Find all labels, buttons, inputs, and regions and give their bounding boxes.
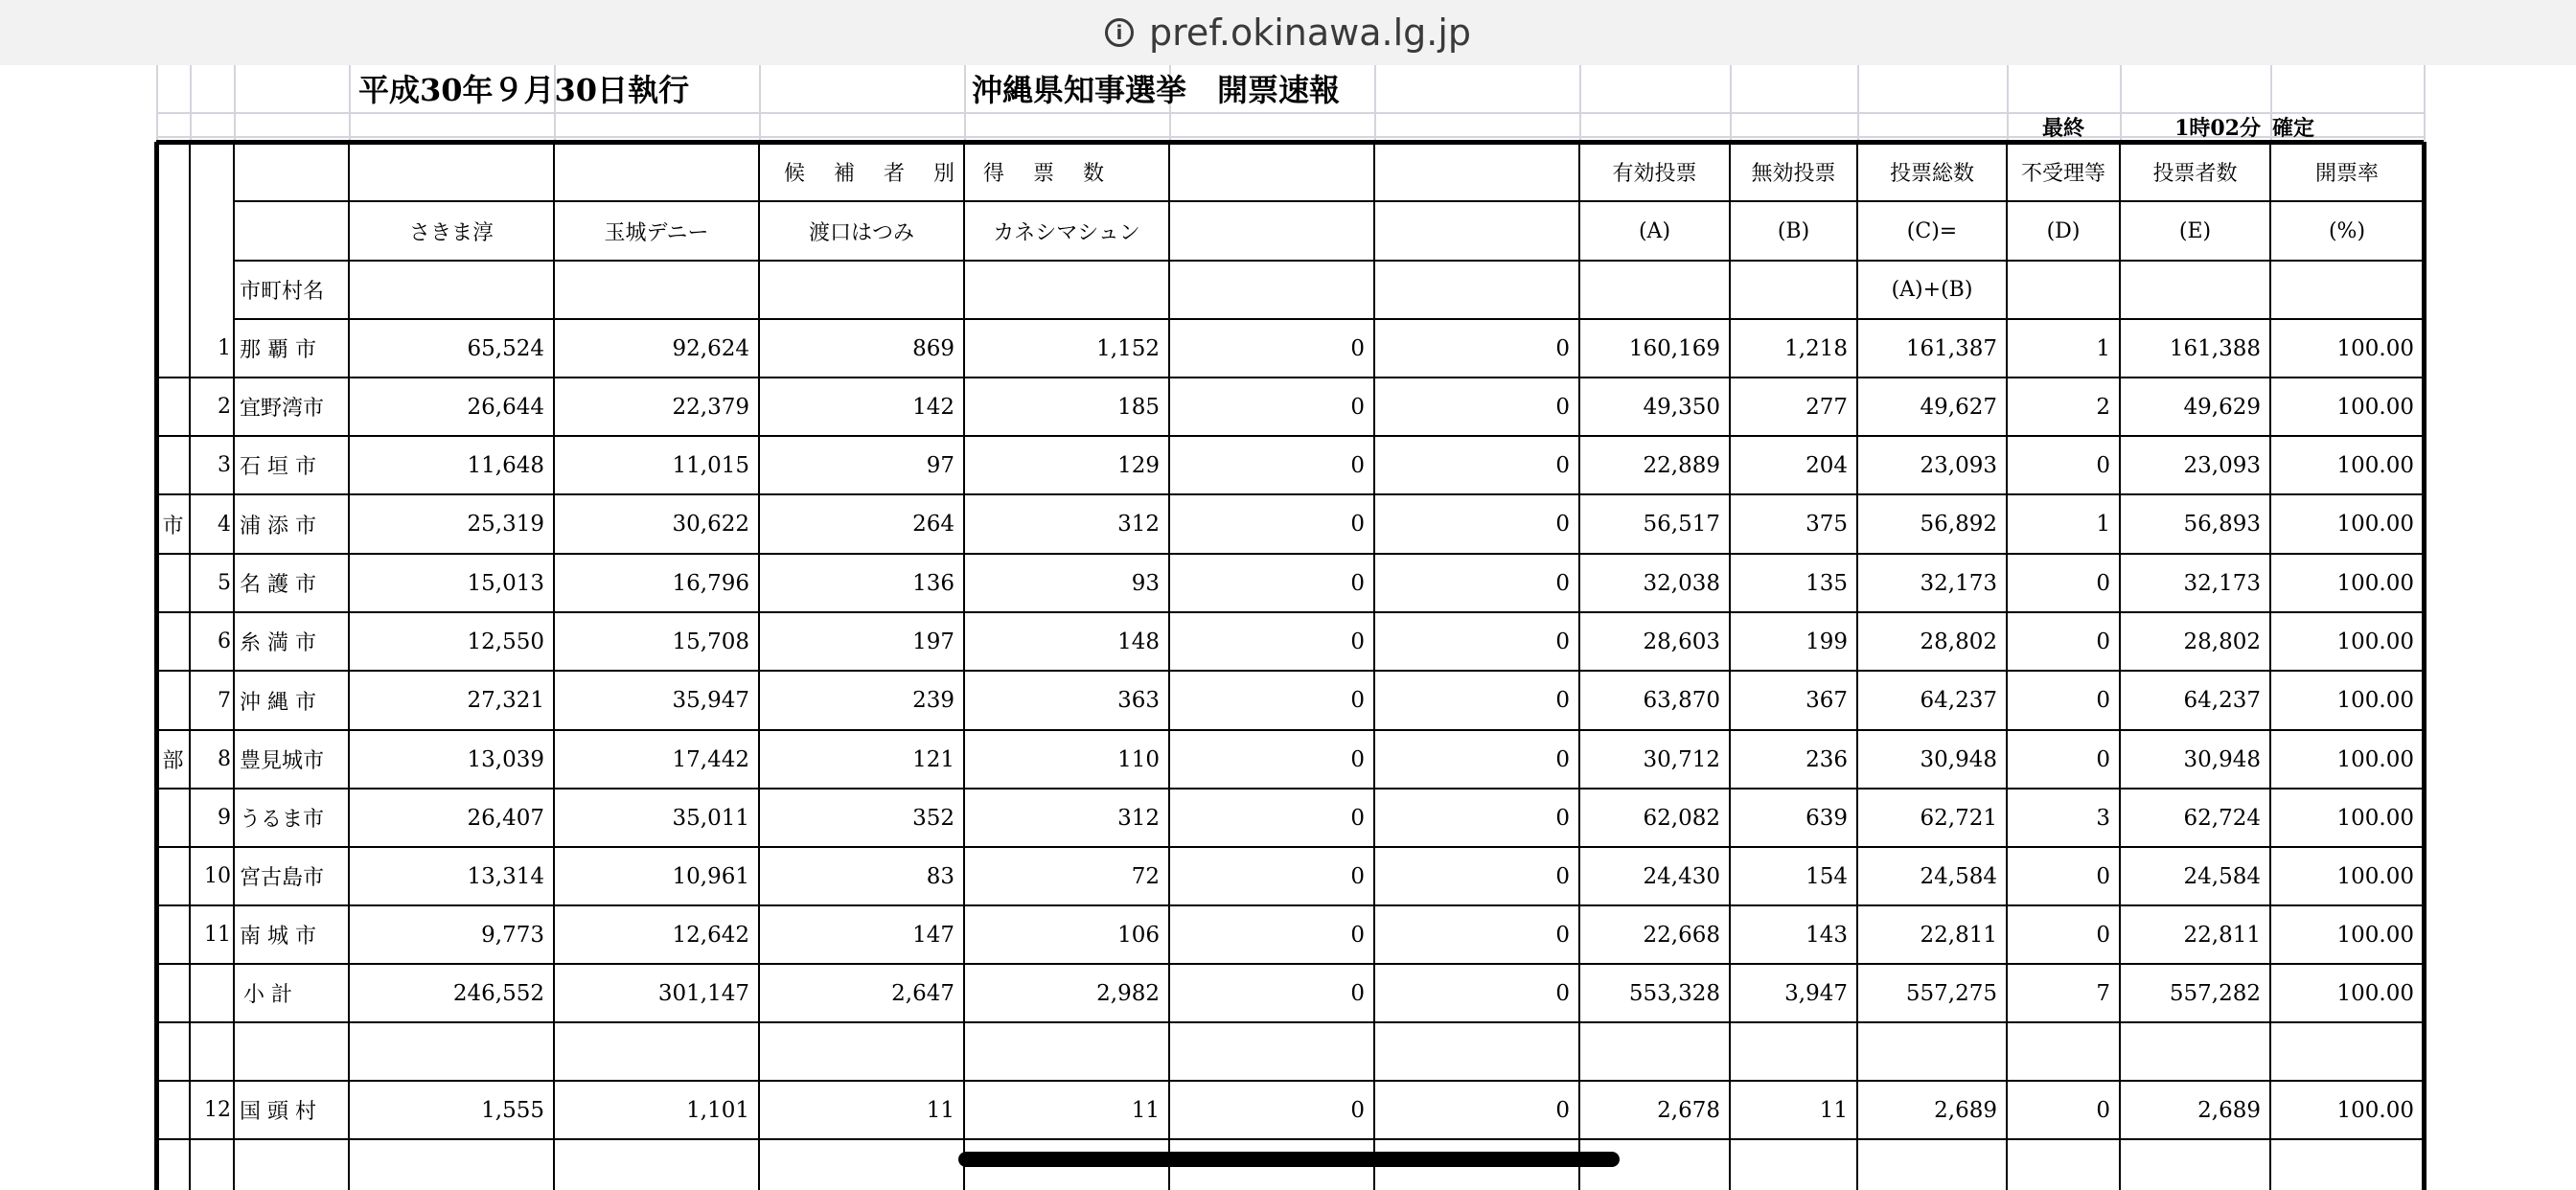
candidate-name-4: カネシマシュン xyxy=(993,220,1140,245)
value-cell: 0 xyxy=(1555,863,1570,889)
stat-header-code-2: (B) xyxy=(1777,218,1810,243)
value-cell: 100.00 xyxy=(2336,452,2414,478)
row-number: 5 xyxy=(218,571,231,595)
grid-vline-faint xyxy=(1730,65,1732,142)
stat-header-name-2: 無効投票 xyxy=(1751,161,1836,186)
value-cell: 0 xyxy=(1350,452,1365,478)
value-cell: 0 xyxy=(1350,863,1365,889)
value-cell: 0 xyxy=(1555,805,1570,831)
value-cell: 367 xyxy=(1806,688,1848,713)
value-cell: 30,948 xyxy=(1920,746,1997,772)
value-cell: 0 xyxy=(1555,688,1570,713)
election-date: 平成30年９月30日執行 xyxy=(358,71,690,108)
value-cell: 160,169 xyxy=(1628,335,1720,361)
value-cell: 110 xyxy=(1117,746,1160,772)
subtotal-value: 301,147 xyxy=(657,980,749,1006)
stat-header-name-6: 開票率 xyxy=(2314,161,2379,186)
value-cell: 352 xyxy=(912,805,954,831)
stat-header-name-1: 有効投票 xyxy=(1612,161,1697,186)
value-cell: 28,802 xyxy=(1920,629,1997,654)
candidate-name-3: 渡口はつみ xyxy=(808,220,914,245)
value-cell: 100.00 xyxy=(2336,394,2414,420)
value-cell: 0 xyxy=(1555,570,1570,596)
municipality-name: 糸 満 市 xyxy=(240,631,316,655)
subtotal-value: 246,552 xyxy=(452,980,544,1006)
stat-header-code-3: (C)= xyxy=(1906,218,1958,243)
value-cell: 11,015 xyxy=(672,452,749,478)
value-cell: 11 xyxy=(926,1097,954,1123)
value-cell: 30,622 xyxy=(672,512,749,537)
subtotal-value: 2,647 xyxy=(891,980,954,1006)
row-number: 7 xyxy=(218,688,231,713)
value-cell: 22,811 xyxy=(1920,922,1997,948)
value-cell: 100.00 xyxy=(2336,688,2414,713)
value-cell: 0 xyxy=(1350,1097,1365,1123)
value-cell: 0 xyxy=(1350,805,1365,831)
value-cell: 0 xyxy=(1555,452,1570,478)
value-cell: 0 xyxy=(1350,570,1365,596)
municipality-name: 宮古島市 xyxy=(240,866,325,890)
row-number: 1 xyxy=(218,336,231,360)
value-cell: 49,627 xyxy=(1920,394,1997,420)
grid-vline-faint xyxy=(234,65,236,142)
value-cell: 204 xyxy=(1806,452,1848,478)
value-cell: 1 xyxy=(2096,335,2110,361)
value-cell: 2,689 xyxy=(1934,1097,1997,1123)
subtotal-value: 7 xyxy=(2096,980,2110,1006)
value-cell: 100.00 xyxy=(2336,335,2414,361)
value-cell: 56,893 xyxy=(2183,512,2261,537)
value-cell: 12,642 xyxy=(672,922,749,948)
value-cell: 0 xyxy=(1555,746,1570,772)
value-cell: 129 xyxy=(1117,452,1160,478)
subtotal-value: 100.00 xyxy=(2336,980,2414,1006)
value-cell: 23,093 xyxy=(2183,452,2261,478)
value-cell: 0 xyxy=(1350,688,1365,713)
subtotal-value: 557,275 xyxy=(1905,980,1997,1006)
value-cell: 23,093 xyxy=(1920,452,1997,478)
grid-vline xyxy=(154,142,159,1190)
row-number: 10 xyxy=(204,864,231,888)
value-cell: 35,947 xyxy=(672,688,749,713)
value-cell: 26,644 xyxy=(467,394,544,420)
subtotal-value: 557,282 xyxy=(2169,980,2261,1006)
value-cell: 0 xyxy=(1350,629,1365,654)
municipality-header: 市町村名 xyxy=(240,280,325,304)
stat-header-name-3: 投票総数 xyxy=(1889,161,1974,186)
value-cell: 277 xyxy=(1806,394,1848,420)
value-cell: 0 xyxy=(1555,394,1570,420)
subtotal-value: 0 xyxy=(1350,980,1365,1006)
value-cell: 25,319 xyxy=(467,512,544,537)
value-cell: 0 xyxy=(2096,922,2110,948)
value-cell: 0 xyxy=(1350,335,1365,361)
candidate-name-5 xyxy=(1169,201,1374,261)
subtotal-value: 3,947 xyxy=(1784,980,1848,1006)
grid-vline-faint xyxy=(349,65,351,142)
value-cell: 16,796 xyxy=(672,570,749,596)
value-cell: 13,314 xyxy=(467,863,544,889)
value-cell: 12,550 xyxy=(467,629,544,654)
value-cell: 56,892 xyxy=(1920,512,1997,537)
municipality-name: 石 垣 市 xyxy=(240,455,316,479)
value-cell: 22,889 xyxy=(1643,452,1720,478)
value-cell: 62,082 xyxy=(1643,805,1720,831)
report-title: 沖縄県知事選挙 開票速報 xyxy=(972,71,1341,108)
value-cell: 3 xyxy=(2096,805,2110,831)
value-cell: 11 xyxy=(1131,1097,1160,1123)
subtotal-value: 553,328 xyxy=(1628,980,1720,1006)
value-cell: 24,584 xyxy=(1920,863,1997,889)
value-cell: 30,948 xyxy=(2183,746,2261,772)
value-cell: 11,648 xyxy=(467,452,544,478)
time-label: 1時02分 xyxy=(2174,116,2261,141)
value-cell: 0 xyxy=(1555,1097,1570,1123)
value-cell: 142 xyxy=(912,394,954,420)
value-cell: 363 xyxy=(1117,688,1160,713)
value-cell: 135 xyxy=(1806,570,1848,596)
row-number: 11 xyxy=(204,923,231,947)
value-cell: 22,668 xyxy=(1643,922,1720,948)
stat-header-code-5: (E) xyxy=(2178,218,2212,243)
value-cell: 136 xyxy=(912,570,954,596)
value-cell: 0 xyxy=(1350,512,1365,537)
row-number: 6 xyxy=(218,629,231,653)
grid-vline-faint xyxy=(1374,65,1376,142)
grid-vline-faint xyxy=(1857,65,1859,142)
value-cell: 0 xyxy=(1555,512,1570,537)
value-cell: 869 xyxy=(912,335,954,361)
value-cell: 11 xyxy=(1819,1097,1848,1123)
value-cell: 2,678 xyxy=(1657,1097,1720,1123)
value-cell: 1,555 xyxy=(481,1097,544,1123)
stat-header-code-6: (%) xyxy=(2328,218,2366,243)
municipality-name: 浦 添 市 xyxy=(240,514,316,538)
value-cell: 0 xyxy=(2096,863,2110,889)
value-cell: 161,387 xyxy=(1905,335,1997,361)
grid-vline-faint xyxy=(1579,65,1581,142)
spreadsheet xyxy=(0,65,2576,1190)
value-cell: 312 xyxy=(1117,512,1160,537)
value-cell: 0 xyxy=(2096,688,2110,713)
grid-vline-faint xyxy=(759,65,761,142)
section-label-part: 部 xyxy=(162,749,184,773)
final-label: 最終 xyxy=(2041,116,2084,141)
value-cell: 35,011 xyxy=(672,805,749,831)
value-cell: 97 xyxy=(926,452,954,478)
value-cell: 32,173 xyxy=(2183,570,2261,596)
value-cell: 375 xyxy=(1806,512,1848,537)
grid-vline-faint xyxy=(2424,65,2426,142)
value-cell: 239 xyxy=(912,688,954,713)
value-cell: 236 xyxy=(1806,746,1848,772)
value-cell: 312 xyxy=(1117,805,1160,831)
value-cell: 62,724 xyxy=(2183,805,2261,831)
value-cell: 100.00 xyxy=(2336,570,2414,596)
info-circle-icon[interactable]: i xyxy=(1105,18,1134,47)
section-label-city: 市 xyxy=(162,514,184,538)
value-cell: 27,321 xyxy=(467,688,544,713)
value-cell: 24,584 xyxy=(2183,863,2261,889)
value-cell: 9,773 xyxy=(481,922,544,948)
municipality-name: 那 覇 市 xyxy=(240,338,316,362)
value-cell: 0 xyxy=(1350,922,1365,948)
value-cell: 0 xyxy=(1350,746,1365,772)
value-cell: 10,961 xyxy=(672,863,749,889)
municipality-name: うるま市 xyxy=(240,808,325,832)
value-cell: 17,442 xyxy=(672,746,749,772)
stat-header-code-1: (A) xyxy=(1638,218,1671,243)
value-cell: 100.00 xyxy=(2336,805,2414,831)
value-cell: 28,802 xyxy=(2183,629,2261,654)
value-cell: 93 xyxy=(1131,570,1160,596)
municipality-name: 沖 縄 市 xyxy=(240,690,316,715)
value-cell: 32,173 xyxy=(1920,570,1997,596)
value-cell: 1,218 xyxy=(1784,335,1848,361)
row-number: 9 xyxy=(218,806,231,830)
grid-vline-faint xyxy=(156,65,158,142)
value-cell: 148 xyxy=(1117,629,1160,654)
value-cell: 92,624 xyxy=(672,335,749,361)
url-text[interactable]: pref.okinawa.lg.jp xyxy=(1148,11,1472,54)
value-cell: 199 xyxy=(1806,629,1848,654)
value-cell: 49,350 xyxy=(1643,394,1720,420)
candidate-name-6 xyxy=(1374,201,1579,261)
value-cell: 26,407 xyxy=(467,805,544,831)
grid-vline-faint xyxy=(190,65,192,142)
value-cell: 0 xyxy=(1555,629,1570,654)
value-cell: 15,708 xyxy=(672,629,749,654)
value-cell: 24,430 xyxy=(1643,863,1720,889)
subtotal-value: 0 xyxy=(1555,980,1570,1006)
municipality-name: 宜野湾市 xyxy=(240,397,325,421)
value-cell: 1 xyxy=(2096,512,2110,537)
value-cell: 0 xyxy=(1555,335,1570,361)
value-cell: 100.00 xyxy=(2336,746,2414,772)
candidate-votes-header: 候 補 者 別 得 票 数 xyxy=(784,161,1109,186)
row-number: 4 xyxy=(218,512,231,537)
value-cell: 2,689 xyxy=(2197,1097,2261,1123)
value-cell: 185 xyxy=(1117,394,1160,420)
stat-header-name-4: 不受理等 xyxy=(2020,161,2105,186)
subtotal-value: 2,982 xyxy=(1096,980,1160,1006)
value-cell: 0 xyxy=(1350,394,1365,420)
row-number: 8 xyxy=(218,747,231,771)
subtotal-label: 小 計 xyxy=(243,983,292,1007)
value-cell: 0 xyxy=(2096,629,2110,654)
value-cell: 65,524 xyxy=(467,335,544,361)
value-cell: 49,629 xyxy=(2183,394,2261,420)
value-cell: 143 xyxy=(1806,922,1848,948)
value-cell: 13,039 xyxy=(467,746,544,772)
value-cell: 1,152 xyxy=(1096,335,1160,361)
row-number: 3 xyxy=(218,453,231,477)
value-cell: 100.00 xyxy=(2336,512,2414,537)
candidate-name-1: さきま淳 xyxy=(408,220,494,245)
value-cell: 100.00 xyxy=(2336,863,2414,889)
value-cell: 30,712 xyxy=(1643,746,1720,772)
value-cell: 0 xyxy=(2096,570,2110,596)
value-cell: 1,101 xyxy=(686,1097,749,1123)
value-cell: 106 xyxy=(1117,922,1160,948)
value-cell: 64,237 xyxy=(1920,688,1997,713)
stat-header-extra-3: (A)+(B) xyxy=(1891,278,1973,302)
value-cell: 72 xyxy=(1131,863,1160,889)
stat-header-code-4: (D) xyxy=(2046,218,2081,243)
value-cell: 15,013 xyxy=(467,570,544,596)
value-cell: 100.00 xyxy=(2336,922,2414,948)
candidate-name-2: 玉城デニー xyxy=(604,220,709,245)
value-cell: 154 xyxy=(1806,863,1848,889)
value-cell: 0 xyxy=(2096,452,2110,478)
horizontal-scrollbar[interactable] xyxy=(958,1152,1620,1167)
value-cell: 264 xyxy=(912,512,954,537)
municipality-name: 南 城 市 xyxy=(240,925,316,949)
value-cell: 147 xyxy=(912,922,954,948)
value-cell: 639 xyxy=(1806,805,1848,831)
value-cell: 121 xyxy=(912,746,954,772)
value-cell: 0 xyxy=(1555,922,1570,948)
value-cell: 100.00 xyxy=(2336,1097,2414,1123)
municipality-name: 豊見城市 xyxy=(240,749,325,773)
value-cell: 100.00 xyxy=(2336,629,2414,654)
address-bar-content xyxy=(1105,11,1471,54)
value-cell: 2 xyxy=(2096,394,2110,420)
value-cell: 197 xyxy=(912,629,954,654)
municipality-name: 国 頭 村 xyxy=(240,1100,316,1124)
value-cell: 161,388 xyxy=(2169,335,2261,361)
value-cell: 22,379 xyxy=(672,394,749,420)
value-cell: 63,870 xyxy=(1643,688,1720,713)
municipality-name: 名 護 市 xyxy=(240,573,316,597)
row-number: 2 xyxy=(218,395,231,419)
confirmed-label: 確定 xyxy=(2272,116,2315,141)
value-cell: 64,237 xyxy=(2183,688,2261,713)
value-cell: 22,811 xyxy=(2183,922,2261,948)
value-cell: 83 xyxy=(926,863,954,889)
value-cell: 62,721 xyxy=(1920,805,1997,831)
value-cell: 28,603 xyxy=(1643,629,1720,654)
value-cell: 0 xyxy=(2096,1097,2110,1123)
stat-header-name-5: 投票者数 xyxy=(2152,161,2238,186)
value-cell: 56,517 xyxy=(1643,512,1720,537)
browser-address-bar[interactable] xyxy=(0,0,2576,65)
value-cell: 32,038 xyxy=(1643,570,1720,596)
value-cell: 0 xyxy=(2096,746,2110,772)
row-number: 12 xyxy=(204,1098,231,1122)
